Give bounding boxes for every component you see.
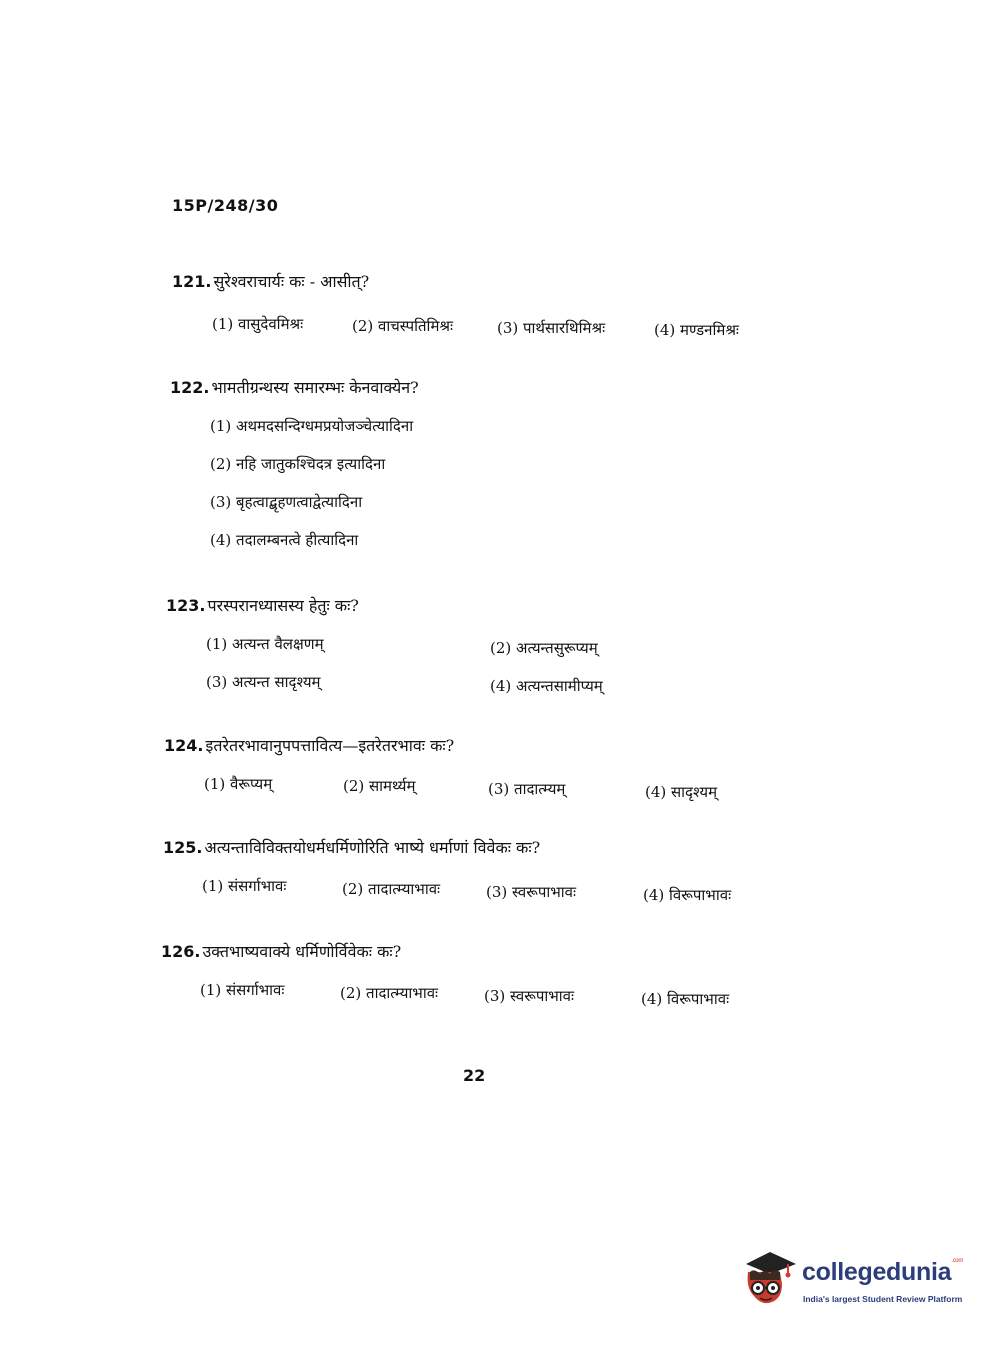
option: (2) सामर्थ्यम् xyxy=(343,777,416,795)
option: (3) स्वरूपाभावः xyxy=(486,883,577,901)
paper-code: 15P/248/30 xyxy=(172,196,279,215)
option: (4) अत्यन्तसामीप्यम् xyxy=(490,677,603,695)
question-122 xyxy=(170,376,419,398)
option: (2) अत्यन्तसुरूप्यम् xyxy=(490,639,598,657)
option: (3) स्वरूपाभावः xyxy=(484,987,575,1005)
question-number: 121. xyxy=(172,272,212,291)
question-text: भामतीग्रन्थस्य समारम्भः केनवाक्येन? xyxy=(211,378,419,397)
question-number: 122. xyxy=(170,378,210,397)
question-text: सुरेश्वराचार्यः कः - आसीत्? xyxy=(213,272,370,291)
option: (1) वासुदेवमिश्रः xyxy=(212,315,304,333)
question-121 xyxy=(172,270,369,292)
option: (3) तादात्म्यम् xyxy=(488,780,566,798)
brand-name xyxy=(802,1258,963,1287)
option: (4) मण्डनमिश्रः xyxy=(654,321,739,339)
brand-domain: .com xyxy=(951,1258,964,1264)
page-number: 22 xyxy=(463,1066,486,1085)
option: (1) वैरूप्यम् xyxy=(204,775,273,793)
collegedunia-logo xyxy=(740,1250,970,1314)
option: (4) विरूपाभावः xyxy=(641,990,730,1008)
option: (1) संसर्गाभावः xyxy=(202,877,287,895)
option: (3) बृहत्वाद्बृहणत्वाद्वेत्यादिना xyxy=(210,493,363,511)
question-125 xyxy=(163,836,540,858)
question-text: अत्यन्ताविविक्तयोधर्मधर्मिणोरिति भाष्ये धर्माणां विवेकः कः? xyxy=(204,838,541,857)
question-number: 124. xyxy=(164,736,204,755)
option: (3) अत्यन्त सादृश्यम् xyxy=(206,673,321,691)
option: (4) तदालम्बनत्वे हीत्यादिना xyxy=(210,531,359,549)
question-124 xyxy=(164,734,454,756)
question-126 xyxy=(161,940,401,962)
question-number: 123. xyxy=(166,596,206,615)
option: (1) अत्यन्त वैलक्षणम् xyxy=(206,635,324,653)
option: (4) विरूपाभावः xyxy=(643,886,732,904)
brand-name-text: collegedunia xyxy=(802,1258,952,1286)
option: (3) पार्थसारथिमिश्रः xyxy=(497,319,606,337)
option: (2) वाचस्पतिमिश्रः xyxy=(352,317,454,335)
brand-tagline: India's largest Student Review Platform xyxy=(803,1294,963,1304)
question-number: 125. xyxy=(163,838,203,857)
question-123 xyxy=(166,594,359,616)
option: (2) तादात्म्याभावः xyxy=(340,984,439,1002)
option: (1) अथमदसन्दिग्धमप्रयोजञ्चेत्यादिना xyxy=(210,417,414,435)
question-text: उक्तभाष्यवाक्ये धर्मिणोर्विवेकः कः? xyxy=(202,942,402,961)
option: (2) तादात्म्याभावः xyxy=(342,880,441,898)
option: (2) नहि जातुकश्चिदत्र इत्यादिना xyxy=(210,455,386,473)
question-number: 126. xyxy=(161,942,201,961)
option: (4) सादृश्यम् xyxy=(645,783,718,801)
option: (1) संसर्गाभावः xyxy=(200,981,285,999)
graduate-mascot-icon xyxy=(740,1250,800,1314)
question-text: परस्परानध्यासस्य हेतुः कः? xyxy=(207,596,359,615)
question-text: इतरेतरभावानुपपत्तावित्य—इतरेतरभावः कः? xyxy=(205,736,455,755)
